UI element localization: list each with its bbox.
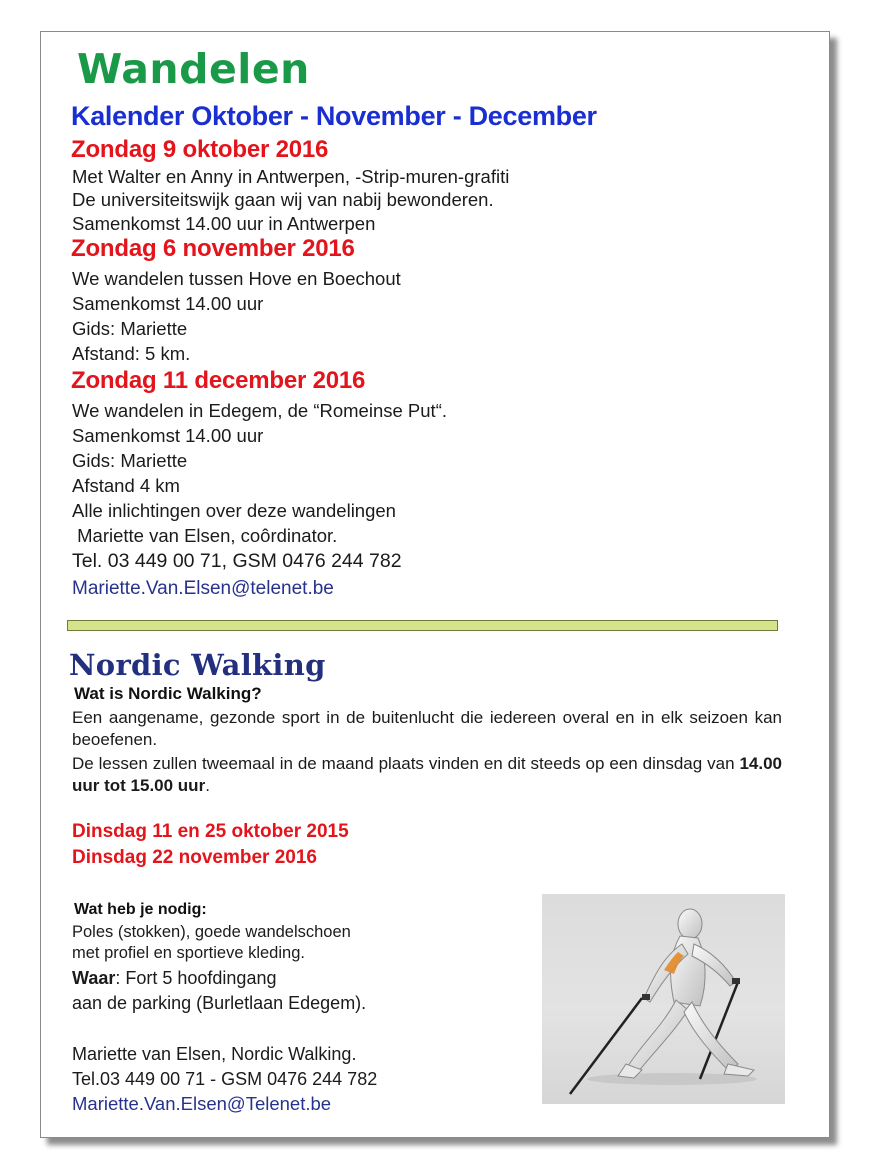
section-divider: [67, 620, 778, 631]
event-date: Zondag 6 november 2016: [71, 235, 355, 262]
event-line: We wandelen tussen Hove en Boechout: [72, 268, 401, 289]
wandelen-email-link[interactable]: Mariette.Van.Elsen@telenet.be: [72, 578, 334, 599]
event-line: De universiteitswijk gaan wij van nabij bewonderen.: [72, 189, 494, 210]
event-date: Zondag 11 december 2016: [71, 367, 366, 394]
where-line: [72, 966, 276, 991]
event-line: Gids: Mariette: [72, 450, 188, 471]
event-date: Zondag 9 oktober 2016: [71, 136, 329, 163]
lessons-suffix: .: [205, 776, 210, 795]
event-line: Afstand: 5 km.: [72, 343, 191, 364]
lessons-prefix: De lessen zullen tweemaal in de maand plaats vinden en dit steeds op een dinsdag van: [72, 754, 740, 773]
nordic-walker-image: [542, 894, 785, 1104]
where-label: Waar: [72, 968, 116, 988]
where-text: : Fort 5 hoofdingang: [115, 968, 277, 988]
event-line: We wandelen in Edegem, de “Romeinse Put“.: [72, 400, 447, 421]
nordic-walking-title: Nordic Walking: [69, 648, 326, 682]
event-line: Mariette van Elsen, coôrdinator.: [72, 525, 338, 546]
nordic-date: Dinsdag 11 en 25 oktober 2015: [72, 821, 349, 842]
need-line: Poles (stokken), goede wandelschoen: [72, 923, 351, 941]
nordic-lessons: [72, 753, 782, 797]
nordic-walker-figure-icon: [542, 894, 785, 1104]
wandelen-title: Wandelen: [77, 45, 310, 93]
event-line: Afstand 4 km: [72, 475, 180, 496]
contact-name: Mariette van Elsen, Nordic Walking.: [72, 1044, 357, 1064]
nordic-email-link[interactable]: Mariette.Van.Elsen@Telenet.be: [72, 1093, 332, 1114]
nordic-intro: Een aangename, gezonde sport in de buitenlucht die iedereen overal en in elk seizoen kan beoefenen.: [72, 708, 782, 749]
nordic-date: Dinsdag 22 november 2016: [72, 847, 317, 868]
where-line-2: aan de parking (Burletlaan Edegem).: [72, 993, 367, 1013]
event-line: Samenkomst 14.00 uur in Antwerpen: [72, 213, 376, 234]
event-line: Samenkomst 14.00 uur: [72, 425, 264, 446]
need-line: met profiel en sportieve kleding.: [72, 944, 305, 962]
lessons-time: 14.00 uur tot 15.00 uur: [72, 754, 782, 795]
event-line: Met Walter en Anny in Antwerpen, -Strip-muren-grafiti: [72, 166, 510, 187]
contact-phone: Tel.03 449 00 71 - GSM 0476 244 782: [72, 1069, 378, 1089]
event-line: Alle inlichtingen over deze wandelingen: [72, 500, 396, 521]
event-line: Gids: Mariette: [72, 318, 188, 339]
event-line: Samenkomst 14.00 uur: [72, 293, 264, 314]
need-title: Wat heb je nodig:: [74, 901, 207, 918]
flyer-page: [40, 31, 830, 1138]
contact-phone: Tel. 03 449 00 71, GSM 0476 244 782: [72, 550, 402, 572]
calendar-title: Kalender Oktober - November - December: [71, 101, 597, 131]
nordic-question: Wat is Nordic Walking?: [74, 684, 262, 703]
